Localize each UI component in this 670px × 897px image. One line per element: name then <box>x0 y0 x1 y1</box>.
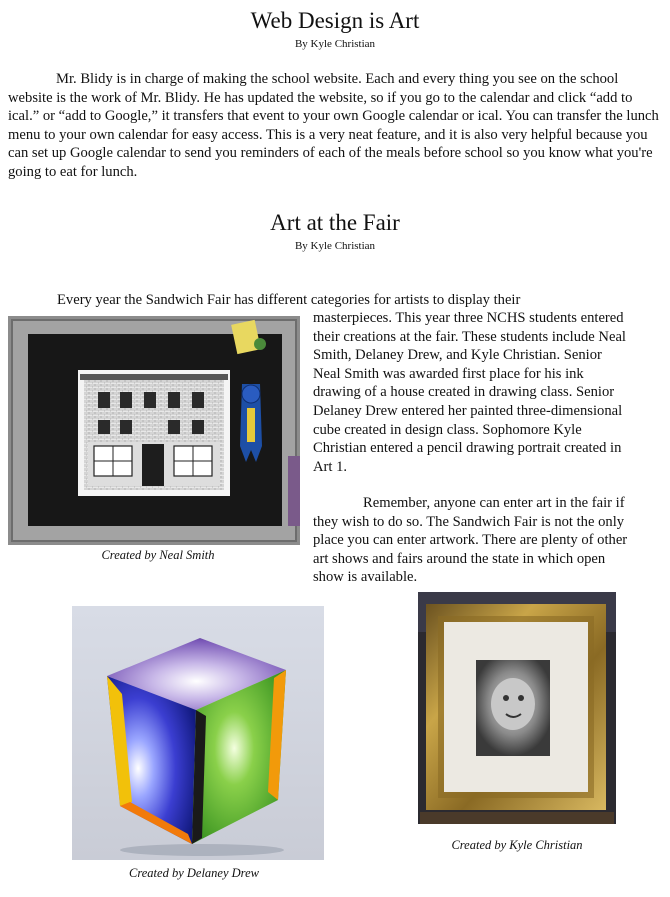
article1-byline: By Kyle Christian <box>294 38 376 50</box>
text-line: Art 1. <box>313 458 348 475</box>
article2-intro-line: Every year the Sandwich Fair has different categories for artists to display their <box>57 292 521 308</box>
text-line: Remember, anyone can enter art in the fair if <box>363 495 625 511</box>
cube-photo <box>72 606 324 860</box>
portrait-photo <box>418 592 616 824</box>
text-line: show is available. <box>313 569 418 586</box>
article2-title: Art at the Fair <box>270 210 400 235</box>
text-line: Neal Smith was awarded first place for his ink <box>313 365 584 382</box>
caption-portrait: Created by Kyle Christian <box>451 838 583 852</box>
text-line: cube created in design class. Sophomore Kyle <box>313 421 582 438</box>
text-line: art shows and fairs around the state in which open <box>313 550 606 567</box>
text-line: place you can enter artwork. There are plenty of other <box>313 532 628 549</box>
article1-title: Web Design is Art <box>250 8 420 33</box>
house-drawing-photo <box>8 316 300 545</box>
text-line: masterpieces. This year three NCHS students entered <box>313 310 624 326</box>
text-line: they wish to do so. The Sandwich Fair is not the only <box>313 513 625 530</box>
text-line: Christian entered a pencil drawing portrait created in <box>313 440 622 457</box>
article2-column-text <box>313 309 626 476</box>
article2-byline: By Kyle Christian <box>294 240 376 252</box>
caption-cube: Created by Delaney Drew <box>129 866 259 880</box>
text-line: drawing of a house created in drawing class. Senior <box>313 384 615 401</box>
article1-body: Mr. Blidy is in charge of making the school website. Each and every thing you see on the school website is the work of Mr. Blidy. He has updated the website, so if you go to the calendar and click “add to ical.” or “add to Google,” it transfers that event to your own Google calendar or ical. You can transfer the lunch menu to your own calendar for easy access. This is a very neat feature, and it is also very helpful because you can set up Google calendar to send you reminders of each of the meals before school so you know what you're going to eat for lunch. <box>8 71 659 180</box>
article2-paragraph-2 <box>313 494 627 587</box>
caption-house: Created by Neal Smith <box>101 548 215 562</box>
text-line: Smith, Delaney Drew, and Kyle Christian. Senior <box>313 347 602 364</box>
text-line: their creations at the fair. These students include Neal <box>313 328 626 345</box>
text-line: Delaney Drew entered her painted three-dimensional <box>313 402 623 419</box>
